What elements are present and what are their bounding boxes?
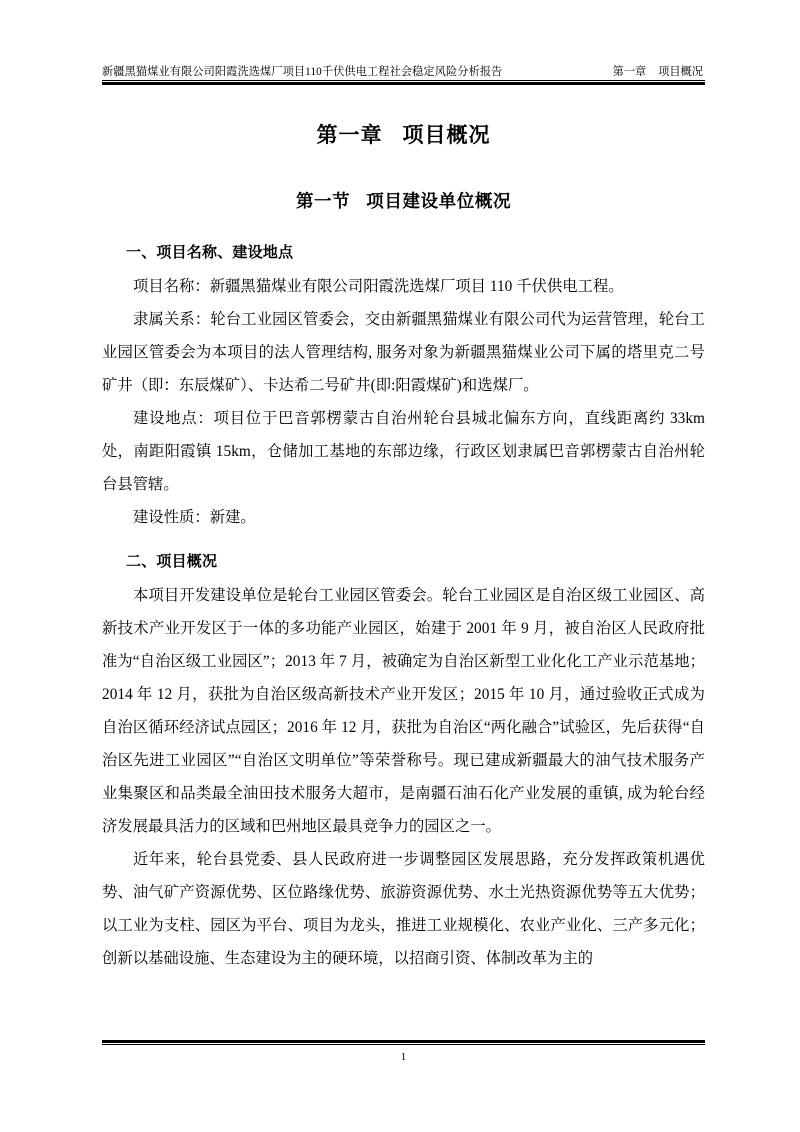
paragraph-project-name: 项目名称：新疆黑猫煤业有限公司阳霞洗选煤厂项目 110 千伏供电工程。 bbox=[133, 278, 624, 295]
paragraph-overview-1: 本项目开发建设单位是轮台工业园区管委会。轮台工业园区是自治区级工业园区、高新技术产业开发区于一体的多功能产业园区，始建于 2001 年 9 月，被自治区人民政府批准为“自治区级工业园区”；2013 年 7 月，被确定为自治区新型工业化化工产业示范基地；2014 年 12 月，获批为自治区级高新技术产业开发区；2015 年 10 月，通过验收正式成为自治区循环经济试点园区；2016 年 12 月，获批为自治区“两化融合”试验区，先后获得“自治区先进工业园区”“自治区文明单位”等荣誉称号。现已建成新疆最大的油气技术服务产业集聚区和品类最全油田技术服务大超市，是南疆石油石化产业发展的重镇, 成为轮台经济发展最具活力的区域和巴州地区最具竞争力的园区之一。 bbox=[102, 587, 705, 835]
section-heading-label: 第一节 bbox=[295, 191, 351, 211]
header-rule bbox=[102, 80, 705, 85]
subheading-two: 二、项目概况 bbox=[126, 554, 218, 570]
footer-rule bbox=[102, 1040, 705, 1045]
header-document-title: 新疆黑猫煤业有限公司阳霞洗选煤厂项目110千伏供电工程社会稳定风险分析报告 bbox=[102, 66, 503, 78]
page-number: 1 bbox=[400, 1051, 407, 1063]
chapter-heading bbox=[102, 120, 705, 150]
header-chapter-title: 项目概况 bbox=[658, 66, 703, 78]
document-content bbox=[102, 96, 705, 975]
header-chapter-ref bbox=[613, 65, 705, 79]
footer-rule-thick bbox=[102, 1040, 705, 1043]
paragraph-affiliation: 隶属关系：轮台工业园区管委会，交由新疆黑猫煤业有限公司代为运营管理，轮台工业园区管委会为本项目的法人管理结构, 服务对象为新疆黑猫煤业公司下属的塔里克二号矿井（即：东辰煤矿）、卡达希二号矿井(即:阳霞煤矿)和选煤厂。 bbox=[102, 311, 705, 394]
paragraph-location: 建设地点：项目位于巴音郭楞蒙古自治州轮台县城北偏东方向，直线距离约 33km 处，南距阳霞镇 15km，仓储加工基地的东部边缘，行政区划隶属巴音郭楞蒙古自治州轮台县管辖。 bbox=[102, 410, 705, 493]
running-header bbox=[102, 57, 705, 79]
section-heading bbox=[102, 188, 705, 214]
section-heading-title: 项目建设单位概况 bbox=[366, 191, 512, 211]
subheading-one: 一、项目名称、建设地点 bbox=[126, 245, 294, 261]
footer-rule-thin bbox=[102, 1044, 705, 1045]
header-rule-thin bbox=[102, 80, 705, 81]
chapter-heading-label: 第一章 bbox=[316, 123, 383, 147]
header-chapter-label: 第一章 bbox=[612, 66, 647, 78]
header-rule-thick bbox=[102, 82, 705, 85]
chapter-heading-title: 项目概况 bbox=[402, 123, 491, 147]
paragraph-overview-2: 近年来，轮台县党委、县人民政府进一步调整园区发展思路，充分发挥政策机遇优势、油气矿产资源优势、区位路缘优势、旅游资源优势、水土光热资源优势等五大优势；以工业为支柱、园区为平台、项目为龙头，推进工业规模化、农业产业化、三产多元化；创新以基础设施、生态建设为主的硬环境，以招商引资、体制改革为主的 bbox=[102, 851, 705, 967]
paragraph-nature: 建设性质：新建。 bbox=[133, 509, 256, 526]
